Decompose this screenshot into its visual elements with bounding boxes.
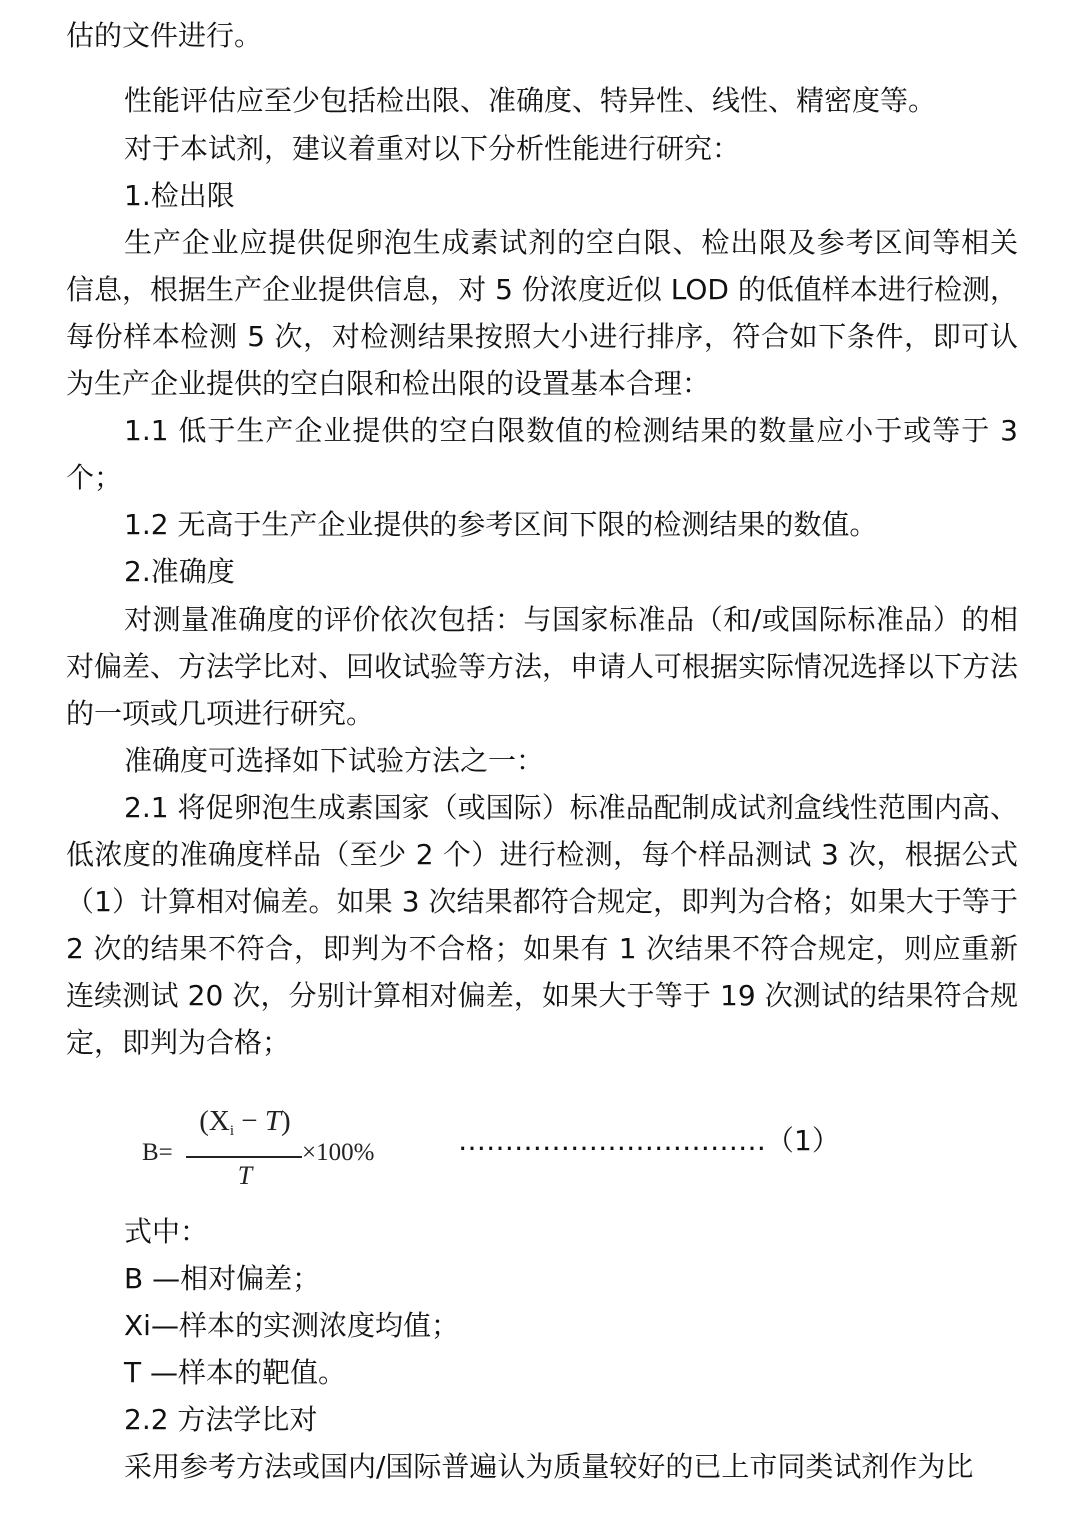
paragraph-accuracy-methods: 准确度可选择如下试验方法之一： [124, 744, 545, 777]
formula-rhs: ×100% [302, 1139, 375, 1166]
paragraph-performance-items: 性能评估应至少包括检出限、准确度、特异性、线性、精密度等。 [124, 84, 937, 117]
definitions-intro: 式中： [124, 1215, 209, 1248]
paragraph-item-2-1: 2.1 将促卵泡生成素国家（或国际）标准品配制成试剂盒线性范围内高、低浓度的准确度样品（至少 2 个）进行检测，每个样品测试 3 次，根据公式（1）计算相对偏差。如果 3 次结果都符合规定，即判为合格；如果大于等于 2 次的结果不符合，即判为不合格；如果有 1 次结果不符合规定，则应重新连续测试 20 次，分别计算相对偏差，如果大于等于 19 次测试的结果符合规定，即判为合格； [66, 791, 1018, 1059]
definition-t: T —样本的靶值。 [124, 1356, 347, 1389]
formula-numerator: $(X_i - T)$ [199, 1105, 291, 1139]
formula-lhs: B= [142, 1139, 173, 1166]
paragraph-continuation: 估的文件进行。 [66, 19, 263, 52]
definition-b: B —相对偏差； [124, 1262, 321, 1295]
heading-method-comparison: 2.2 方法学比对 [124, 1403, 318, 1436]
heading-accuracy: 2.准确度 [124, 555, 235, 588]
fraction-bar [186, 1156, 302, 1158]
paragraph-method-comparison: 采用参考方法或国内/国际普遍认为质量较好的已上市同类试剂作为比 [124, 1450, 974, 1483]
definition-xi: Xi—样本的实测浓度均值； [124, 1309, 459, 1342]
paragraph-research-intro: 对于本试剂，建议着重对以下分析性能进行研究： [124, 132, 741, 165]
heading-detection-limit: 1.检出限 [124, 179, 235, 212]
paragraph-item-1-2: 1.2 无高于生产企业提供的参考区间下限的检测结果的数值。 [124, 508, 878, 541]
formula-denominator: T [237, 1161, 253, 1190]
paragraph-item-1-1: 1.1 低于生产企业提供的空白限数值的检测结果的数量应小于或等于 3 个； [66, 414, 1018, 494]
paragraph-detection-limit: 生产企业应提供促卵泡生成素试剂的空白限、检出限及参考区间等相关信息，根据生产企业提供信息，对 5 份浓度近似 LOD 的低值样本进行检测，每份样本检测 5 次，对检测结果按照大小进行排序，符合如下条件，即可认为生产企业提供的空白限和检出限的设置基本合理： [66, 226, 1018, 400]
relative-bias-formula [142, 1105, 842, 1205]
formula-number: ……………………………（1） [458, 1124, 840, 1157]
paragraph-accuracy-evaluation: 对测量准确度的评价依次包括：与国家标准品（和/或国际标准品）的相对偏差、方法学比对、回收试验等方法，申请人可根据实际情况选择以下方法的一项或几项进行研究。 [66, 603, 1019, 730]
